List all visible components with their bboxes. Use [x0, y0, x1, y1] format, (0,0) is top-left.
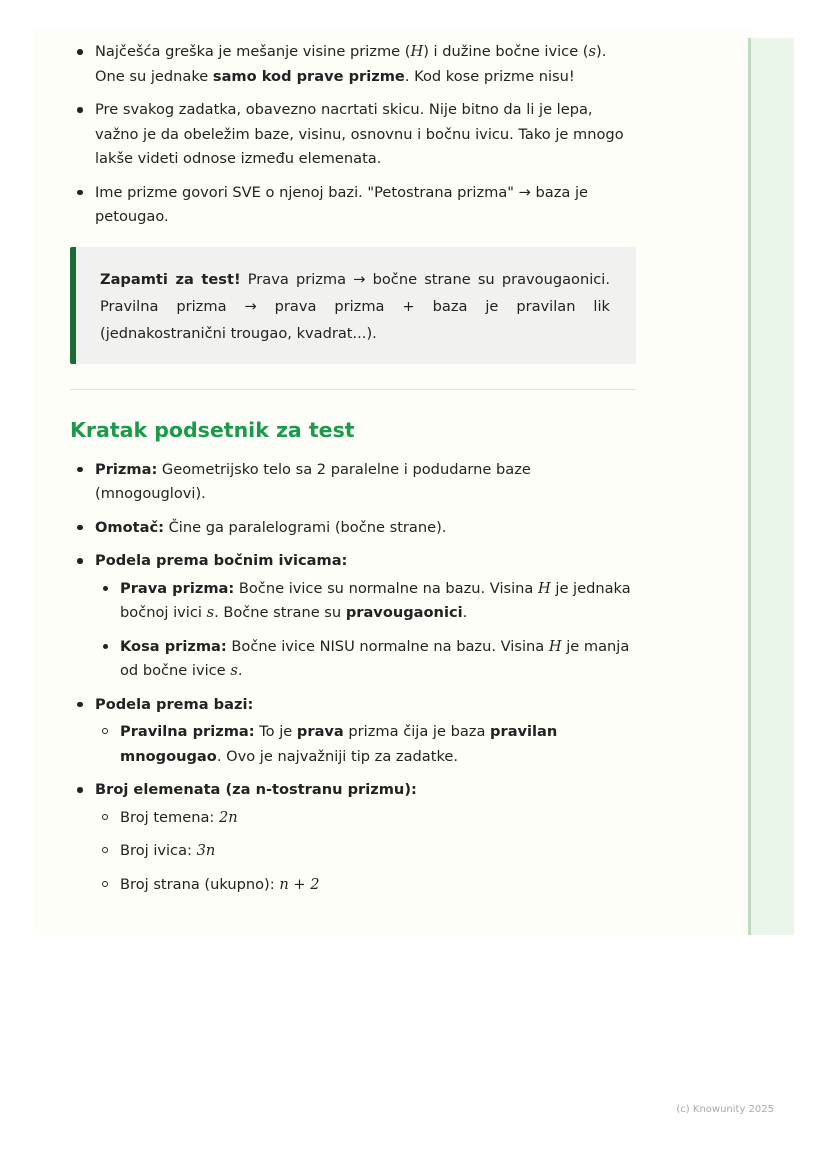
list-item-prava: Prava prizma: Bočne ivice su normalne na bazu. Visina H je jednaka bočnoj ivici s. Bočne strane su pravougaonici.	[95, 577, 636, 626]
tip-bold: samo kod prave prizme	[212, 67, 405, 85]
list-item-pravilna: Pravilna prizma: To je prava prizma čija je baza pravilan mnogougao. Ovo je najvažniji tip za zadatke.	[95, 720, 636, 769]
side-panel	[748, 38, 794, 935]
tip-item: Pre svakog zadatka, obavezno nacrtati skicu. Nije bitno da li je lepa, važno je da obeležim baze, visinu, osnovnu i bočnu ivicu. Tako je mnogo lakše videti odnose između elemenata.	[70, 98, 636, 172]
tips-list	[70, 40, 636, 230]
list-item-podela-baza: Podela prema bazi: Pravilna prizma: To je prava prizma čija je baza pravilan mnogougao. Ovo je najvažniji tip za zadatke.	[70, 693, 636, 770]
list-item-podela-ivice: Podela prema bočnim ivicama: Prava prizma: Bočne ivice su normalne na bazu. Visina H je jednaka bočnoj ivici s. Bočne strane su pravougaonici. Kosa prizma: Bočne ivice NISU normalne na bazu. Visina H je manja od bočne ivice s.	[70, 549, 636, 684]
content	[70, 40, 636, 906]
list-item-ivica: Broj ivica: 3n	[95, 839, 636, 864]
tip-item: Najčešća greška je mešanje visine prizme (H) i dužine bočne ivice (s). One su jednake samo kod prave prizme. Kod kose prizme nisu!	[70, 40, 636, 89]
remember-callout	[70, 247, 636, 364]
sublist-baza	[95, 720, 636, 769]
footer-copyright: (c) Knowunity 2025	[676, 1104, 774, 1115]
callout-title: Zapamti za test!	[100, 270, 241, 288]
sublist-broj	[95, 806, 636, 898]
list-item-strana: Broj strana (ukupno): n + 2	[95, 873, 636, 898]
list-item-kosa: Kosa prizma: Bočne ivice NISU normalne na bazu. Visina H je manja od bočne ivice s.	[95, 635, 636, 684]
tip-item: Ime prizme govori SVE o njenoj bazi. "Petostrana prizma" → baza je petougao.	[70, 181, 636, 230]
summary-list	[70, 458, 636, 898]
callout-text: Prava prizma → bočne strane su pravougaonici. Pravilna prizma → prava prizma + baza je pravilan lik (jednakostranični trougao, kvadrat...).	[100, 270, 610, 342]
section-heading: Kratak podsetnik za test	[70, 417, 355, 442]
list-item-omotac: Omotač: Čine ga paralelogrami (bočne strane).	[70, 516, 636, 541]
list-item-broj: Broj elemenata (za n-tostranu prizmu): Broj temena: 2n Broj ivica: 3n Broj strana (ukupno): n + 2	[70, 778, 636, 897]
divider	[70, 389, 636, 390]
list-item-prizma: Prizma: Geometrijsko telo sa 2 paralelne i podudarne baze (mnogouglovi).	[70, 458, 636, 507]
sublist-ivice	[95, 577, 636, 684]
list-item-temena: Broj temena: 2n	[95, 806, 636, 831]
